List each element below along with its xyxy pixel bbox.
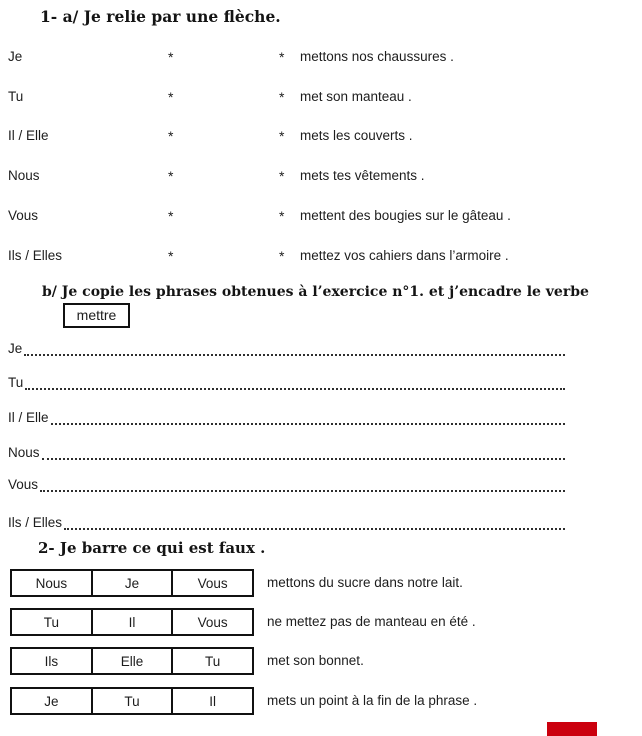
- connector-dot-left[interactable]: *: [168, 168, 174, 184]
- choice-row: [10, 608, 642, 636]
- answer-line-label: Ils / Elles: [8, 515, 63, 530]
- choice-option[interactable]: Vous: [197, 575, 228, 591]
- choice-row: [10, 647, 642, 675]
- choice-option[interactable]: Je: [93, 571, 174, 595]
- choice-box: [10, 569, 254, 597]
- answer-line-label: Je: [8, 341, 23, 356]
- boxed-verb: mettre: [63, 303, 130, 328]
- exercise1-title: 1- a/ Je relie par une flèche.: [40, 7, 281, 26]
- connector-dot-left[interactable]: *: [168, 89, 174, 105]
- answer-line[interactable]: [8, 476, 565, 494]
- connector-dot-right[interactable]: *: [279, 168, 285, 184]
- connector-dot-left[interactable]: *: [168, 248, 174, 264]
- connector-dot-left[interactable]: *: [168, 128, 174, 144]
- match-row: [0, 247, 642, 265]
- choice-option[interactable]: Nous: [12, 571, 93, 595]
- connector-dot-right[interactable]: *: [279, 89, 285, 105]
- pronoun-label: Tu: [8, 89, 24, 104]
- choice-option[interactable]: Il: [209, 693, 217, 709]
- pronoun-label: Ils / Elles: [8, 248, 63, 263]
- match-row: [0, 88, 642, 106]
- match-row: [0, 127, 642, 145]
- choice-box: [10, 647, 254, 675]
- choice-box: [10, 687, 254, 715]
- choice-phrase: ne mettez pas de manteau en été .: [267, 614, 476, 629]
- choice-option[interactable]: Vous: [197, 614, 228, 630]
- pronoun-label: Vous: [8, 208, 39, 223]
- dotted-leader: [25, 374, 565, 390]
- choice-row: [10, 687, 642, 715]
- match-row: [0, 207, 642, 225]
- red-marker: [547, 722, 597, 736]
- answer-line[interactable]: [8, 374, 565, 392]
- answer-line[interactable]: [8, 444, 565, 462]
- match-phrase: mets les couverts .: [300, 128, 413, 143]
- match-row: [0, 167, 642, 185]
- dotted-leader: [64, 514, 565, 530]
- choice-option[interactable]: Il: [93, 610, 174, 634]
- answer-line-label: Tu: [8, 375, 24, 390]
- pronoun-label: Il / Elle: [8, 128, 49, 143]
- dotted-leader: [40, 476, 565, 492]
- connector-dot-left[interactable]: *: [168, 208, 174, 224]
- choice-option[interactable]: Ils: [12, 649, 93, 673]
- choice-phrase: met son bonnet.: [267, 653, 364, 668]
- match-phrase: mettez vos cahiers dans l’armoire .: [300, 248, 509, 263]
- choice-phrase: mets un point à la fin de la phrase .: [267, 693, 478, 708]
- choice-row: [10, 569, 642, 597]
- connector-dot-left[interactable]: *: [168, 49, 174, 65]
- choice-option[interactable]: Elle: [93, 649, 174, 673]
- choice-option[interactable]: Tu: [205, 653, 221, 669]
- match-row: [0, 48, 642, 66]
- answer-line-label: Nous: [8, 445, 40, 460]
- answer-line-label: Vous: [8, 477, 39, 492]
- dotted-leader: [24, 340, 565, 356]
- connector-dot-right[interactable]: *: [279, 49, 285, 65]
- answer-line-label: Il / Elle: [8, 410, 49, 425]
- exercise1b-title: b/ Je copie les phrases obtenues à l’exercice n°1. et j’encadre le verbe: [42, 284, 589, 300]
- match-phrase: mettons nos chaussures .: [300, 49, 454, 64]
- match-phrase: mettent des bougies sur le gâteau .: [300, 208, 511, 223]
- answer-line[interactable]: [8, 409, 565, 427]
- choice-box: [10, 608, 254, 636]
- connector-dot-right[interactable]: *: [279, 248, 285, 264]
- choice-option[interactable]: Tu: [12, 610, 93, 634]
- dotted-leader: [51, 409, 565, 425]
- exercise2-title: 2- Je barre ce qui est faux .: [38, 539, 266, 557]
- connector-dot-right[interactable]: *: [279, 128, 285, 144]
- choice-option[interactable]: Tu: [93, 689, 174, 713]
- match-phrase: met son manteau .: [300, 89, 412, 104]
- dotted-leader: [42, 444, 565, 460]
- choice-phrase: mettons du sucre dans notre lait.: [267, 575, 463, 590]
- connector-dot-right[interactable]: *: [279, 208, 285, 224]
- answer-line[interactable]: [8, 514, 565, 532]
- pronoun-label: Nous: [8, 168, 40, 183]
- choice-option[interactable]: Je: [12, 689, 93, 713]
- answer-line[interactable]: [8, 340, 565, 358]
- match-phrase: mets tes vêtements .: [300, 168, 425, 183]
- pronoun-label: Je: [8, 49, 23, 64]
